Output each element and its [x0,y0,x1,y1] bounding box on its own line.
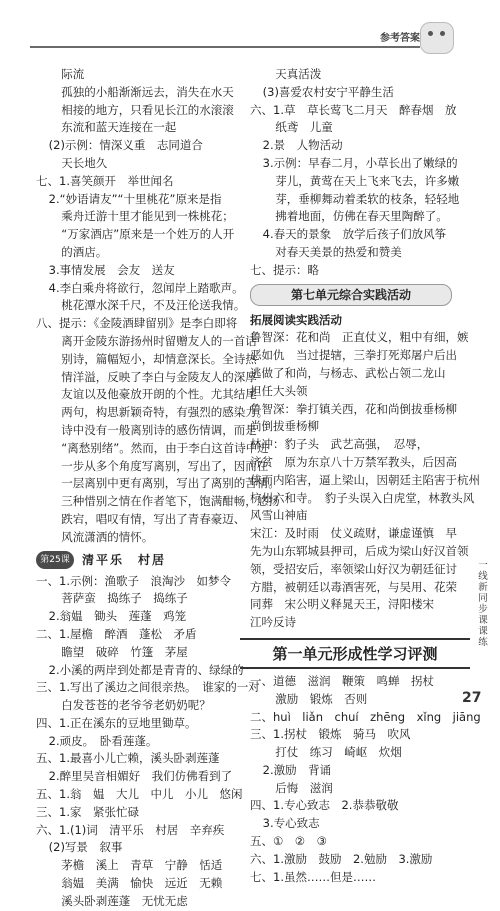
right-answers [250,66,470,280]
answer-line: 2.“妙语请友”“十里桃花”原来是指 [48,191,222,206]
answer-line: 情洋溢，反映了李白与金陵友人的深厚 [61,369,257,384]
answer-line: 后悔 滋润 [275,780,333,795]
lesson25-answers [36,573,260,911]
practice-banner: 第七单元综合实践活动 [250,284,452,306]
answer-line: 相接的地方，只看见长江的水滚滚 [61,102,234,117]
answer-line: 七、1.喜笑颜开 举世闻名 [36,173,174,188]
sidebar-char: 课 [478,626,488,637]
answer-line: 同葬 宋公明义释晁天王，浔阳楼宋 [250,597,434,612]
answer-line: 杭州六和寺。 豹子头误入白虎堂，林教头风 [250,490,475,505]
answer-line: 五、1.翁 媪 大儿 中儿 小儿 悠闲 [36,787,243,802]
answer-line: 打仗 练习 崎岖 炊烟 [275,745,402,760]
lesson-badge: 第25课 [36,551,74,569]
answer-line: 二、1.屋檐 醉酒 蓬松 矛盾 [36,626,197,641]
sidebar-char: 课 [478,615,488,626]
answer-line: 别诗，篇幅短小，却情意深长。全诗热 [61,351,257,366]
answer-line: 鲁智深：拳打镇关西，花和尚倒拔垂杨柳 [250,401,457,416]
answer-line: 3.专心致志 [262,816,320,831]
answer-line: 东流和蓝天连接在一起 [61,120,177,135]
answer-line: 离开金陵东游扬州时留赠友人的一首话 [61,333,257,348]
answer-line: 翁媪 美满 愉快 远近 无赖 [61,876,223,891]
answer-line: 方腊，被朝廷以毒酒害死，与吴用、花荣 [250,579,457,594]
answer-line: 尚倒拔垂杨柳 [250,419,319,434]
answer-line: 七、提示：略 [250,262,319,277]
answer-line: 际流 [61,67,85,81]
answer-line: 俅而内陷害，逼上梁山，因朝廷主陷害于杭州 [250,472,480,487]
answer-line: “万家酒店”原来是一个姓万的人开 [61,227,235,242]
answer-line: (3)喜爱农村安宁平静生活 [262,84,394,99]
answer-line: 五、① ② ③ [250,834,327,849]
answer-line: 四、1.专心致志 2.恭恭敬敬 [250,798,399,813]
reading-answers [250,329,480,632]
sidebar-char: 一 [478,560,488,571]
reading-heading: 拓展阅读实践活动 [250,312,342,327]
answer-line: 激励 锻炼 否则 [275,691,368,706]
answer-line: 三种惜别之情在作者笔下，饱满酣畅，悠扬 [61,494,280,509]
page-number: 27 [462,690,482,706]
answer-line: 风雪山神庙 [250,508,308,523]
header-title: 参考答案 [380,33,420,44]
header-rule [30,46,420,48]
answer-line: 三、1.写出了溪边之间很亲热。 谁家的一对 [36,680,260,695]
answer-line: 芽，垂柳舞动着柔软的枝条，轻轻地 [275,191,460,206]
answer-line: 六、1.激励 鼓励 2.勉励 3.激励 [250,851,433,866]
answer-line: 天长地久 [61,155,108,170]
answer-line: 4.李白乘舟将欲行，忽闻岸上踏歌声。 [48,280,244,295]
answer-line: 两句，构思新颖奇特，有强烈的感染力。 [61,405,269,420]
answer-line: 菩萨蛮 捣练子 捣练子 [61,591,188,606]
answer-line: 2.激励 背诵 [262,762,332,777]
answer-line: 先为山东郓城县押司，后成为梁山好汉首领 [250,543,469,558]
answer-line: 一层离别中更有离别，写出了离别的苦情。 [61,476,280,491]
sidebar-char: 步 [478,604,488,615]
answer-line: 五、1.最喜小儿亡赖，溪头卧剥莲蓬 [36,751,220,766]
answer-line: 恶如仇 当过提辖，三拳打死郑屠户后出 [250,348,457,363]
sidebar-char: 同 [478,593,488,604]
answer-line: 的酒店。 [61,244,108,259]
answer-line: 一、道德 滋润 鞭策 鸣蝉 拐杖 [250,673,434,688]
answer-line: 领，受招安后，率领梁山好汉为朝廷征讨 [250,561,457,576]
answer-line: 2.翁媪 锄头 莲蓬 鸡笼 [48,609,187,624]
answer-line: 桃花潭水深千尺，不及汪伦送我情。 [61,298,246,313]
answer-line: 六、1.草 草长莺飞二月天 醉春烟 放 [250,102,457,117]
answer-line: (2)示例：情深义重 志同道合 [48,138,203,153]
answer-line: 对春天美景的热爱和赞美 [275,244,402,259]
answer-line: 2.顽皮。 卧看莲蓬。 [48,733,158,748]
answer-line: 溪头卧剥莲蓬 无忧无虑 [61,893,188,908]
answer-line: 八、提示：《金陵酒肆留别》是李白即将 [36,316,238,331]
answer-line: 二、huì liǎn chuí zhēng xǐng jiāng [250,709,481,724]
answer-line: 林冲：豹子头 武艺高强， 忍辱， [250,437,429,452]
sidebar-char: 线 [478,571,488,582]
answer-line: 七、1.虽然……但是…… [250,869,376,884]
unit-test-title: 第一单元形成性学习评测 [240,638,470,669]
answer-line: 逃做了和尚，与杨志、武松占领二龙山 [250,365,446,380]
answer-line: 三、1.家 紧张忙碌 [36,804,139,819]
answer-line: 4.春天的景象 放学后孩子们放风筝 [262,227,447,242]
answer-line: 济贫 原为东京八十万禁军教头，后因高 [250,454,457,469]
answer-line: 四、1.正在溪东的豆地里锄草。 [36,715,197,730]
answer-line: 宋江：及时雨 仗义疏财，谦虚谨慎 早 [250,526,457,541]
answer-line: 三、1.拐杖 锻炼 骑马 吹风 [250,727,411,742]
mascot-icon [420,22,454,54]
answer-line: 天真活泼 [275,67,322,81]
answer-line: 友谊以及他豪放开朗的个性。尤其结尾 [61,387,257,402]
sidebar-char: 新 [478,582,488,593]
page-header [0,0,500,60]
sidebar-label [476,560,490,648]
answer-line: 一步从多个角度写离别，写出了，因而在 [61,458,269,473]
answer-line: 诗中没有一般离别诗的感伤情调，而是 [61,422,257,437]
answer-line: 六、1.(1)词 清平乐 村居 辛弃疾 [36,822,225,837]
answer-line: 2.景 人物活动 [262,138,343,153]
answer-line: 风流潇洒的情怀。 [61,529,154,544]
answer-line: 跌宕，唱叹有情，写出了青春豪迈、 [61,511,246,526]
answer-line: 孤独的小船渐渐远去，消失在水天 [61,84,234,99]
answer-line: 茅檐 溪上 青草 宁静 恬适 [61,858,223,873]
sidebar-char: 练 [478,637,488,648]
answer-line: 鲁智深：花和尚 正直仗义，粗中有细，嫉 [250,330,469,345]
answer-line: 拂着地面，仿佛在春天里陶醉了。 [275,209,448,224]
answer-line: 3.示例：早春二月，小草长出了嫩绿的 [262,155,458,170]
answer-line: 2.醉里吴音相媚好 我们仿佛看到了 [48,769,233,784]
answer-line: 瞻望 破碎 竹篷 茅屋 [61,644,188,659]
answer-line: 2.小溪的两岸到处都是青青的、绿绿的 [48,662,244,677]
answer-line: 白发苍苍的老爷爷老奶奶呢？ [61,698,211,713]
answer-line: 3.事情发展 会友 送友 [48,262,175,277]
answer-line: 纸鸢 儿童 [275,120,333,135]
answer-line: 担任大头领 [250,383,308,398]
answer-line: (2)写景 叙事 [48,840,123,855]
answer-line: 芽儿，黄莺在天上飞来飞去，许多嫩 [275,173,460,188]
answer-line: 江吟反诗 [250,615,296,630]
lesson-title: 清平乐 村居 [82,553,167,568]
answer-line: 乘舟迁游十里才能见到一株桃花； [61,209,234,224]
answer-line: 一、1.示例：渔歌子 浪淘沙 如梦令 [36,573,231,588]
lesson-heading [36,551,241,569]
answer-line: “离愁别绪”。然而，由于李白这首诗中进 [61,440,269,455]
